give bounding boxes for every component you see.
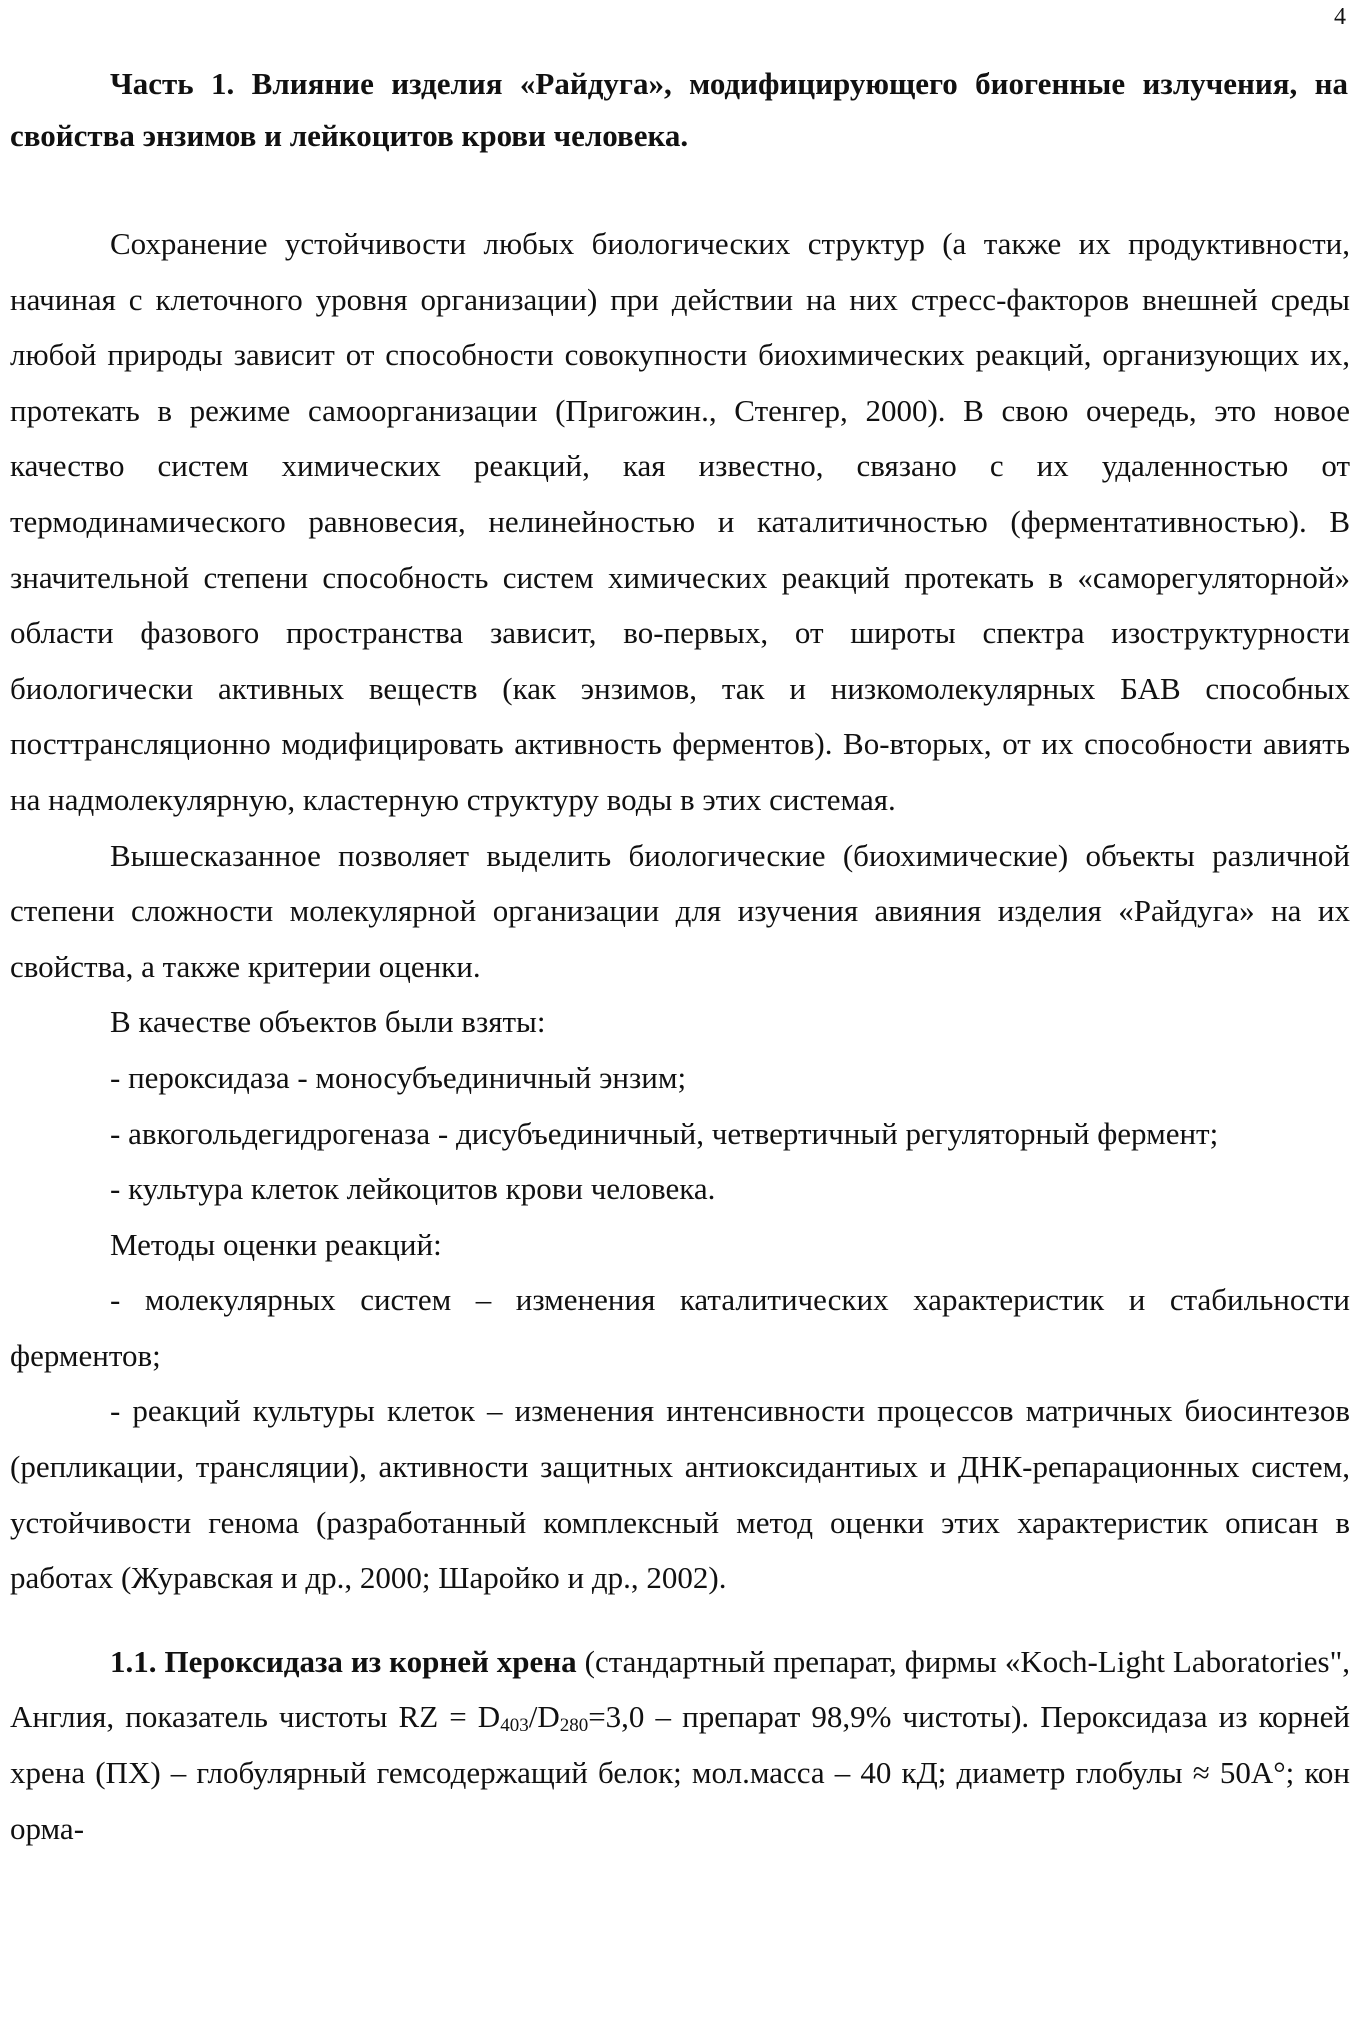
section-paragraph: [10, 1634, 1350, 1856]
paragraph: Сохранение устойчивости любых биологических структур (а также их продуктивности, начиная с клеточного уровня организации) при действии на них стресс-факторов внешней среды любой природы зависит от способности совокупности биохимических реакций, организующих их, протекать в режиме самоорганизации (Пригожин., Стенгер, 2000). В свою очередь, это новое качество систем химических реакций, кая известно, связано с их удаленностью от термодинамического равновесия, нелинейностью и каталитичностью (ферментативностью). В значительной степени способность систем химических реакций протекать в «саморегуляторной» области фазового пространства зависит, во-первых, от широты спектра изоструктурности биологически активных веществ (как энзимов, так и низкомолекулярных БАВ способных посттрансляционно модифицировать активность ферментов). Во-вторых, от их способности авиять на надмолекулярную, кластерную структуру воды в этих системая.: [10, 226, 1350, 817]
section-text: (стандартный препарат, фирмы «Koch-Light Laboratories", Англия, показатель чистоты RZ = D: [10, 1643, 1350, 1735]
list-item: - авкогольдегидрогеназа - дисубъединичный, четвертичный регуляторный фермент;: [110, 1115, 1219, 1151]
paragraph: В качестве объектов были взяты:: [110, 1004, 546, 1040]
list-item: - молекулярных систем – изменения каталитических характеристик и стабильности ферментов;: [10, 1282, 1350, 1373]
list-item: - пероксидаза - моносубъединичный энзим;: [110, 1059, 687, 1095]
paragraph: Методы оценки реакций:: [110, 1226, 442, 1262]
body-text: [10, 216, 1350, 1856]
list-item: - реакций культуры клеток – изменения интенсивности процессов матричных биосинтезов (репликации, трансляции), активности защитных антиоксидантиых и ДНК-репарационных систем, устойчивости генома (разработанный комплексный метод оценки этих характеристик описан в работах (Журавская и др., 2000; Шаройко и др., 2002).: [10, 1393, 1350, 1596]
subscript: 280: [559, 1715, 589, 1737]
page-number: 4: [1334, 4, 1346, 30]
section-text: =3,0 – препарат 98,9% чистоты). Пероксидаза из корней хрена (ПХ) – глобулярный гемсодержащий белок; мол.масса – 40 кД; диаметр глобулы ≈ 50А°; кон орма-: [10, 1699, 1350, 1846]
section-heading: 1.1. Пероксидаза из корней хрена: [110, 1643, 577, 1679]
subscript: 403: [500, 1715, 529, 1737]
part-heading: Часть 1. Влияние изделия «Райдуга», модифицирующего биогенные излучения, на свойства энзимов и лейкоцитов крови человека.: [10, 66, 1348, 153]
list-item: - культура клеток лейкоцитов крови человека.: [110, 1171, 716, 1207]
paragraph: Вышесказанное позволяет выделить биологические (биохимические) объекты различной степени сложности молекулярной организации для изучения авияния изделия «Райдуга» на их свойства, а также критерии оценки.: [10, 837, 1350, 984]
section-text: /D: [528, 1699, 560, 1735]
